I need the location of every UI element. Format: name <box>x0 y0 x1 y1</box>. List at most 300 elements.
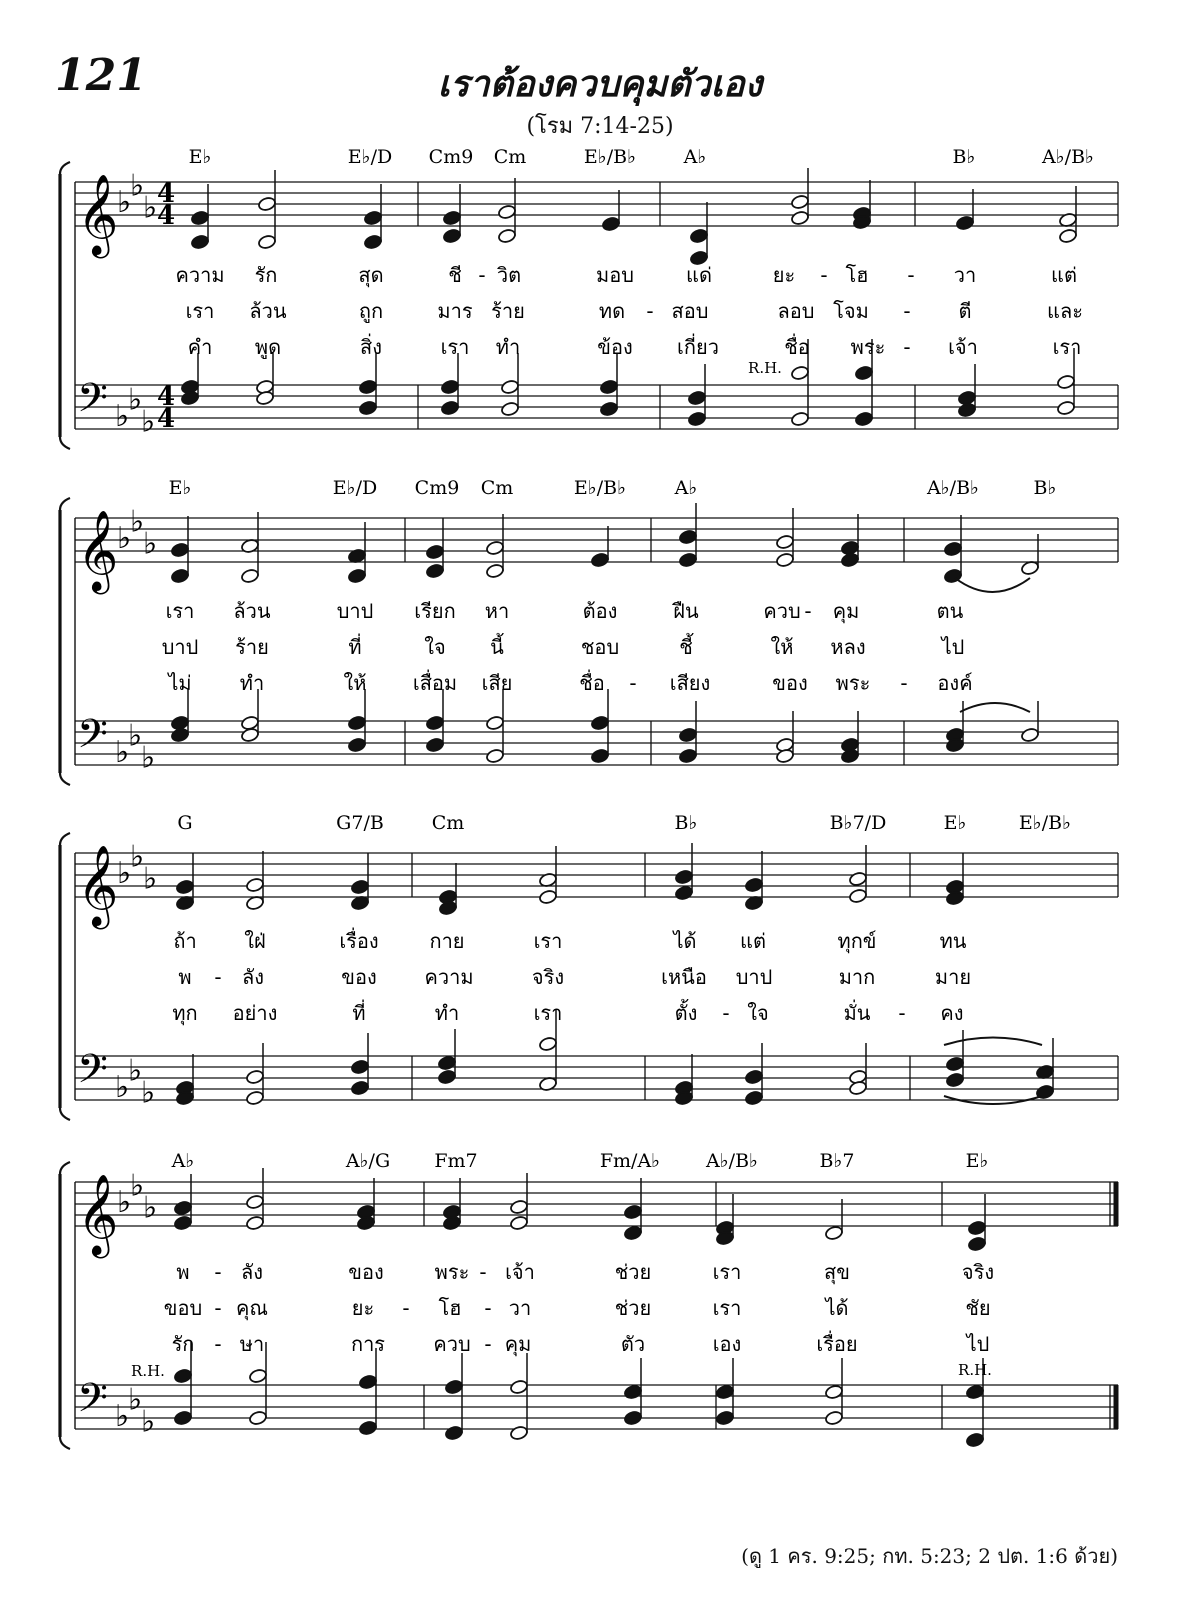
lyric-syllable: รัก <box>254 263 278 287</box>
note-head <box>590 715 609 731</box>
lyric-syllable: - <box>629 671 637 695</box>
system-2 <box>60 477 1118 785</box>
lyric-syllable: โฮ <box>845 263 869 287</box>
note-head <box>744 877 763 893</box>
lyric-syllable: บาป <box>161 635 199 659</box>
treble-clef: 𝄞 <box>77 844 119 926</box>
flat-sign: ♭ <box>117 185 132 220</box>
chord-symbol: G <box>177 812 193 834</box>
flat-sign: ♭ <box>143 1190 158 1226</box>
note-head <box>437 1055 456 1071</box>
note-head <box>485 540 504 556</box>
bracket-bottom-hook <box>60 773 70 785</box>
note-head <box>245 877 264 893</box>
chord-symbol: G7/B <box>336 812 384 834</box>
chord-symbol: A♭ <box>674 477 698 499</box>
chord-symbol: E♭/B♭ <box>583 146 637 168</box>
lyric-syllable: ตัว <box>620 1332 646 1356</box>
note-head <box>170 727 189 743</box>
note-head <box>538 1036 557 1052</box>
flat-sign: ♭ <box>128 1053 143 1089</box>
lyric-syllable: แต่ <box>1051 263 1077 287</box>
lyric-syllable: วา <box>508 1296 532 1320</box>
note-head <box>248 1368 267 1384</box>
lyric-syllable: บาป <box>336 599 374 623</box>
note-head <box>442 228 461 244</box>
chord-symbol: B♭ <box>1033 477 1057 499</box>
chord-symbol: Fm7 <box>434 1150 478 1172</box>
lyric-syllable: เรียก <box>414 599 456 623</box>
treble-clef: 𝄞 <box>77 509 119 591</box>
bracket-top-hook <box>60 1162 70 1174</box>
note-head <box>350 1080 369 1096</box>
note-head <box>509 1199 528 1215</box>
note-head <box>173 1200 192 1216</box>
note-head <box>848 871 867 887</box>
note-head <box>485 748 504 764</box>
note-head <box>245 1215 264 1231</box>
lyric-syllable: พระ <box>850 335 886 359</box>
treble-clef: 𝄞 <box>77 173 119 255</box>
lyric-syllable: นี้ <box>490 635 504 659</box>
note-head <box>967 1220 986 1236</box>
note-head <box>347 737 366 753</box>
hymn-title: เราต้องควบคุมตัวเอง <box>437 63 763 105</box>
note-head <box>180 390 199 406</box>
note-head <box>943 541 962 557</box>
lyric-syllable: สุข <box>824 1260 850 1284</box>
note-head <box>425 563 444 579</box>
flat-sign: ♭ <box>143 526 158 562</box>
note-head <box>674 869 693 885</box>
note-head <box>824 1225 843 1241</box>
lyric-syllable: - <box>907 263 915 287</box>
flat-sign: ♭ <box>141 404 156 440</box>
note-head <box>590 748 609 764</box>
note-head <box>257 234 276 250</box>
lyric-syllable: เสียง <box>669 671 711 695</box>
note-head <box>170 542 189 558</box>
lyric-syllable: มาก <box>838 965 876 989</box>
lyric-syllable: ชื่อ <box>784 335 810 359</box>
lyric-syllable: สอบ <box>671 299 709 323</box>
flat-sign: ♭ <box>115 735 130 770</box>
note-head <box>840 552 859 568</box>
bass-clef: 𝄢 <box>77 1046 108 1102</box>
lyric-syllable: คุม <box>832 599 860 623</box>
lyric-syllable: ถูก <box>358 299 384 323</box>
note-head <box>854 411 873 427</box>
note-head <box>623 1204 642 1220</box>
lyric-syllable: ทด <box>598 299 626 323</box>
bracket-top-hook <box>60 162 70 174</box>
chord-symbol: Fm/A♭ <box>599 1150 661 1172</box>
flat-sign: ♭ <box>130 168 145 204</box>
note-head <box>485 715 504 731</box>
lyric-syllable: ตน <box>936 599 964 623</box>
lyric-syllable: - <box>479 1260 487 1284</box>
chord-symbol: B♭7 <box>819 1150 855 1172</box>
note-head <box>509 1425 528 1441</box>
note-head <box>190 234 209 250</box>
lyric-syllable: หา <box>484 599 510 623</box>
system-1 <box>60 146 1118 449</box>
note-head <box>955 215 974 231</box>
note-head <box>824 1384 843 1400</box>
note-head <box>245 1090 264 1106</box>
chord-symbol: E♭ <box>168 477 192 499</box>
lyric-syllable: ให้ <box>343 671 367 695</box>
flat-sign: ♭ <box>117 1185 132 1220</box>
note-head <box>854 365 873 381</box>
note-head <box>248 1410 267 1426</box>
staff-bass-2 <box>75 689 1118 776</box>
chord-symbol: E♭/D <box>332 477 378 499</box>
lyric-syllable: ลัง <box>241 965 265 989</box>
lyric-syllable: ข้อง <box>597 335 633 359</box>
note-head <box>744 1090 763 1106</box>
chord-symbol: A♭/B♭ <box>705 1150 759 1172</box>
lyric-syllable: เสีย <box>481 671 513 695</box>
treble-clef: 𝄞 <box>77 1173 119 1255</box>
lyric-syllable: หลง <box>830 635 866 659</box>
note-head <box>1058 228 1077 244</box>
lyric-syllable: - <box>646 299 654 323</box>
footer-cross-references: (ดู 1 คร. 9:25; กท. 5:23; 2 ปต. 1:6 ด้วย) <box>741 1544 1118 1568</box>
lyric-syllable: บาป <box>735 965 773 989</box>
lyric-syllable: เสื่อม <box>412 671 458 695</box>
staff-treble-1 <box>75 168 1118 266</box>
lyric-syllable: ชัย <box>965 1296 991 1320</box>
bass-clef: 𝄢 <box>77 711 108 767</box>
bracket-top-hook <box>60 498 70 510</box>
lyric-syllable: ที่ <box>352 1001 366 1025</box>
lyric-syllable: ลัง <box>240 1260 264 1284</box>
note-head <box>848 888 867 904</box>
staff-bass-3 <box>75 1010 1118 1111</box>
lyric-syllable: ทุกข์ <box>837 929 877 953</box>
note-head <box>623 1225 642 1241</box>
note-head <box>840 748 859 764</box>
lyric-syllable: มอบ <box>596 263 634 287</box>
note-head <box>356 1215 375 1231</box>
note-head <box>358 379 377 395</box>
lyric-syllable: แต่ <box>740 929 766 953</box>
note-head <box>350 879 369 895</box>
lyric-syllable: ให้ <box>770 635 794 659</box>
note-head <box>945 1056 964 1072</box>
lyric-syllable: - <box>214 1260 222 1284</box>
chord-symbol: E♭ <box>943 812 967 834</box>
note-head <box>347 568 366 584</box>
bracket-bottom-hook <box>60 437 70 449</box>
lyric-syllable: ไป <box>941 635 965 659</box>
chord-symbol: A♭ <box>171 1150 195 1172</box>
lyric-syllable: ล้วน <box>249 299 287 323</box>
lyric-syllable: ถ้า <box>173 929 197 953</box>
lyric-syllable: เรา <box>185 299 215 323</box>
lyric-syllable: คำ <box>187 335 213 359</box>
tie-slur <box>955 578 1030 592</box>
chord-symbol: Cm <box>480 477 514 499</box>
note-head <box>678 552 697 568</box>
lyric-syllable: พูด <box>254 335 282 359</box>
flat-sign: ♭ <box>117 521 132 556</box>
note-head <box>509 1215 528 1231</box>
lyric-syllable: ควบ <box>433 1332 471 1356</box>
note-head <box>967 1236 986 1252</box>
right-hand-marking: R.H. <box>131 1362 165 1380</box>
staff-treble-2 <box>75 503 1118 594</box>
lyric-syllable: - <box>214 1332 222 1356</box>
lyric-syllable: ลอบ <box>777 299 815 323</box>
note-head <box>358 1420 377 1436</box>
lyric-syllable: ช่วย <box>614 1260 652 1284</box>
tie-slur <box>960 703 1030 712</box>
note-head <box>245 1069 264 1085</box>
lyric-syllable: กาย <box>429 929 465 953</box>
note-head <box>497 204 516 220</box>
lyric-syllable: ชี้ <box>679 635 693 659</box>
lyric-syllable: - <box>804 599 812 623</box>
lyric-syllable: ขอบ <box>163 1296 203 1320</box>
lyric-syllable: - <box>820 263 828 287</box>
lyric-syllable: สุด <box>358 263 384 287</box>
lyric-syllable: เรื่อง <box>339 929 379 953</box>
tie-slur <box>944 1038 1042 1046</box>
lyric-syllable: ของ <box>348 1260 384 1284</box>
note-head <box>444 1425 463 1441</box>
lyric-syllable: เรา <box>533 929 563 953</box>
note-head <box>363 210 382 226</box>
lyric-syllable: พ <box>178 965 192 989</box>
note-head <box>440 379 459 395</box>
lyric-syllable: จริง <box>961 1260 995 1284</box>
note-head <box>678 727 697 743</box>
lyric-syllable: อย่าง <box>232 1001 278 1025</box>
lyric-syllable: - <box>903 299 911 323</box>
lyric-syllable: แด่ <box>686 263 712 287</box>
note-head <box>775 534 794 550</box>
note-head <box>775 748 794 764</box>
lyric-syllable: เรา <box>712 1296 742 1320</box>
lyric-syllable: เรา <box>1052 335 1082 359</box>
lyric-syllable: เรา <box>165 599 195 623</box>
lyric-syllable: เรา <box>440 335 470 359</box>
lyric-syllable: - <box>484 1332 492 1356</box>
note-head <box>173 1368 192 1384</box>
lyric-syllable: - <box>900 671 908 695</box>
note-head <box>358 400 377 416</box>
note-head <box>437 1069 456 1085</box>
chord-symbol: Cm <box>493 146 527 168</box>
lyric-syllable: ทน <box>939 929 967 953</box>
note-head <box>175 879 194 895</box>
chord-symbol: B♭7/D <box>829 812 887 834</box>
bass-clef: 𝄢 <box>77 1375 108 1431</box>
lyric-syllable: ชื่อ <box>579 671 605 695</box>
lyric-syllable: ทำ <box>239 671 265 695</box>
lyric-syllable: ความ <box>424 965 474 989</box>
lyric-syllable: ตี <box>958 299 972 323</box>
lyric-syllable: ทุก <box>172 1001 198 1025</box>
note-head <box>1056 374 1075 390</box>
flat-sign: ♭ <box>128 382 143 418</box>
chord-symbol: E♭ <box>965 1150 989 1172</box>
flat-sign: ♭ <box>115 1070 130 1105</box>
note-head <box>1020 727 1039 743</box>
lyric-syllable: ชี <box>448 263 462 287</box>
chord-symbol: A♭ <box>683 146 707 168</box>
flat-sign: ♭ <box>141 1404 156 1440</box>
lyric-syllable: ยะ <box>351 1296 375 1320</box>
note-head <box>425 737 444 753</box>
note-head <box>497 228 516 244</box>
note-head <box>790 411 809 427</box>
right-hand-marking: R.H. <box>958 1361 992 1379</box>
lyric-syllable: คง <box>940 1001 964 1025</box>
flat-sign: ♭ <box>128 718 143 754</box>
flat-sign: ♭ <box>143 190 158 226</box>
lyric-syllable: พ <box>176 1260 190 1284</box>
lyric-syllable: มาร <box>437 299 473 323</box>
lyric-syllable: คุณ <box>236 1296 268 1320</box>
note-head <box>945 1072 964 1088</box>
note-head <box>444 1379 463 1395</box>
note-head <box>687 390 706 406</box>
note-head <box>500 379 519 395</box>
lyric-syllable: การ <box>350 1332 386 1356</box>
lyric-syllable: คุม <box>504 1332 532 1356</box>
note-head <box>438 900 457 916</box>
lyric-syllable: มั่น <box>843 1001 871 1025</box>
lyric-syllable: พระ <box>835 671 871 695</box>
lyric-syllable: โจม <box>833 299 869 323</box>
note-head <box>240 568 259 584</box>
lyric-syllable: ใจ <box>424 635 446 659</box>
note-head <box>790 365 809 381</box>
lyric-syllable: ร้าย <box>235 635 269 659</box>
lyric-syllable: รัก <box>171 1332 195 1356</box>
note-head <box>957 402 976 418</box>
system-3 <box>60 812 1118 1120</box>
note-head <box>255 390 274 406</box>
note-head <box>848 1080 867 1096</box>
lyric-syllable: เรื่อย <box>816 1332 858 1356</box>
chord-symbol: E♭ <box>188 146 212 168</box>
note-head <box>674 885 693 901</box>
lyric-syllable: เอง <box>712 1332 742 1356</box>
lyric-syllable: - <box>898 1001 906 1025</box>
note-head <box>744 1069 763 1085</box>
time-signature-top: 4 <box>157 179 176 209</box>
lyric-syllable: ของ <box>341 965 377 989</box>
lyric-syllable: เจ้า <box>505 1260 535 1284</box>
staff-treble-4 <box>75 1168 1118 1258</box>
lyric-syllable: ษา <box>239 1332 265 1356</box>
note-head <box>173 1215 192 1231</box>
chord-symbol: A♭/B♭ <box>1041 146 1095 168</box>
lyric-syllable: ใฝ่ <box>244 929 266 953</box>
lyric-syllable: - <box>484 1296 492 1320</box>
note-head <box>257 196 276 212</box>
lyric-syllable: ได้ <box>825 1296 849 1320</box>
lyric-syllable: ใจ <box>747 1001 769 1025</box>
lyric-syllable: สิ่ง <box>360 335 382 359</box>
chord-symbol: B♭ <box>952 146 976 168</box>
note-head <box>442 210 461 226</box>
flat-sign: ♭ <box>117 856 132 891</box>
note-head <box>623 1410 642 1426</box>
lyric-syllable: - <box>214 965 222 989</box>
note-head <box>245 1194 264 1210</box>
note-head <box>442 1215 461 1231</box>
staff-treble-3 <box>75 840 1118 930</box>
lyric-syllable: เจ้า <box>948 335 978 359</box>
lyric-syllable: ต้อง <box>582 599 618 623</box>
lyric-syllable: ร้าย <box>491 299 525 323</box>
note-head <box>623 1384 642 1400</box>
note-head <box>1056 400 1075 416</box>
flat-sign: ♭ <box>130 839 145 875</box>
lyric-syllable: ไป <box>966 1332 990 1356</box>
time-signature-bottom: 4 <box>157 201 176 231</box>
note-head <box>678 748 697 764</box>
scripture-reference: (โรม 7:14-25) <box>526 114 674 139</box>
lyric-syllable: เกี่ยว <box>677 335 719 359</box>
note-head <box>715 1384 734 1400</box>
note-head <box>824 1410 843 1426</box>
note-head <box>965 1384 984 1400</box>
lyric-syllable: - <box>214 1296 222 1320</box>
note-head <box>173 1410 192 1426</box>
lyric-syllable: ควบ <box>763 599 801 623</box>
note-head <box>687 411 706 427</box>
flat-sign: ♭ <box>130 1168 145 1204</box>
system-4 <box>60 1150 1118 1449</box>
note-head <box>599 401 618 417</box>
staff-bass-4 <box>75 1342 1118 1448</box>
note-head <box>363 234 382 250</box>
lyric-syllable: เรา <box>533 1001 563 1025</box>
bracket-bottom-hook <box>60 1108 70 1120</box>
lyric-syllable: ทำ <box>434 1001 460 1025</box>
lyric-syllable: ความ <box>175 263 225 287</box>
chord-symbol: E♭/B♭ <box>1018 812 1072 834</box>
chord-symbol: A♭/G <box>345 1150 391 1172</box>
chord-symbol: E♭/B♭ <box>573 477 627 499</box>
lyric-syllable: ที่ <box>348 635 362 659</box>
chord-symbol: Cm9 <box>414 477 460 499</box>
note-head <box>500 401 519 417</box>
note-head <box>240 727 259 743</box>
flat-sign: ♭ <box>128 1382 143 1418</box>
note-head <box>775 552 794 568</box>
note-head <box>790 194 809 210</box>
lyric-syllable: - <box>478 263 486 287</box>
lyric-syllable: - <box>722 1001 730 1025</box>
right-hand-marking: R.H. <box>748 359 782 377</box>
note-head <box>170 568 189 584</box>
note-head <box>601 216 620 232</box>
time-signature-bottom: 4 <box>157 404 176 434</box>
lyric-syllable: โฮ <box>438 1296 462 1320</box>
bass-clef: 𝄢 <box>77 375 108 431</box>
note-head <box>485 563 504 579</box>
chord-symbol: Cm <box>431 812 465 834</box>
note-head <box>350 1059 369 1075</box>
chord-symbol: B♭ <box>674 812 698 834</box>
